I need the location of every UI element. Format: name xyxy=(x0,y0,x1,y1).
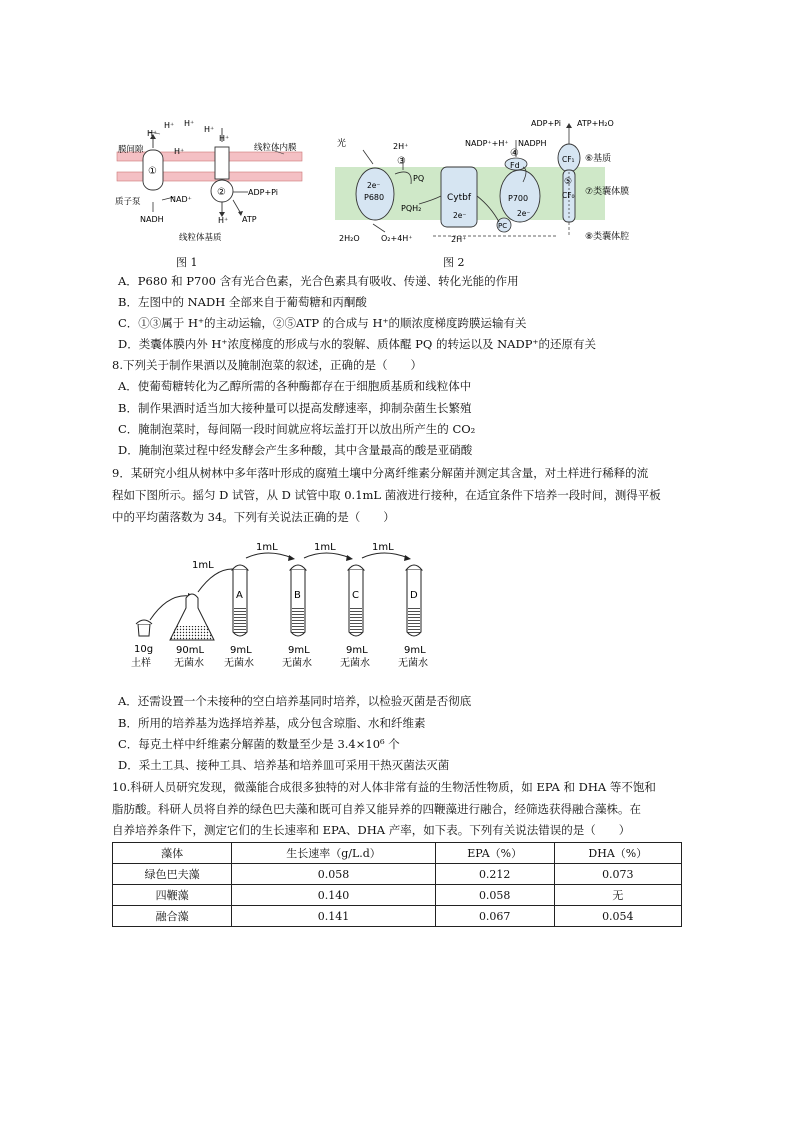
q7-option-d: D．类囊体膜内外 H⁺浓度梯度的形成与水的裂解、质体醌 PQ 的转运以及 NADP⁺的还原有关 xyxy=(118,337,596,351)
table-row xyxy=(113,906,682,927)
fig2-h2o-label: 2H₂O xyxy=(339,234,360,243)
fig1-atp-label: ATP xyxy=(242,215,257,224)
q9-option-a: A．还需设置一个未接种的空白培养基同时培养，以检验灭菌是否彻底 xyxy=(118,694,472,708)
table-cell: 0.058 xyxy=(232,864,436,885)
table-cell: 0.140 xyxy=(232,885,436,906)
table-cell: 0.212 xyxy=(435,864,554,885)
fig2-e3-label: 2e⁻ xyxy=(517,209,531,218)
q9-option-c: C．每克土样中纤维素分解菌的数量至少是 3.4×10⁶ 个 xyxy=(118,737,400,751)
fig1-h-2: H⁺ xyxy=(184,119,195,128)
q8-option-a: A．使葡萄糖转化为乙醇所需的各种酶都存在于细胞质基质和线粒体中 xyxy=(118,379,472,393)
tube-b-label: 无菌水 xyxy=(282,658,312,669)
figure-1-mitochondria xyxy=(112,112,312,252)
flask-label: 无菌水 xyxy=(174,658,204,669)
tube-a-letter: A xyxy=(236,590,243,601)
fig1-inner-membrane-label: 线粒体内膜 xyxy=(254,143,297,153)
table-header: DHA（%） xyxy=(554,843,681,864)
table-cell: 绿色巴夫藻 xyxy=(113,864,232,885)
fig1-intermembrane-label: 膜间隙 xyxy=(118,145,144,155)
fig2-2h-label: 2H⁺ xyxy=(393,142,409,151)
transfer-volume-1: 1mL xyxy=(192,560,214,571)
table-cell: 无 xyxy=(554,885,681,906)
dilution-diagram xyxy=(128,538,448,678)
tube-d-label: 无菌水 xyxy=(398,658,428,669)
table-header: 藻体 xyxy=(113,843,232,864)
fig2-c3-label: ③ xyxy=(397,156,406,167)
transfer-arrow-4 xyxy=(304,553,350,558)
fig2-pqh2-label: PQH₂ xyxy=(401,204,422,213)
fig2-p680-label: P680 xyxy=(364,193,385,202)
fig2-pq-label: PQ xyxy=(413,174,425,183)
fig1-h-3: H⁺ xyxy=(147,129,158,138)
q8-option-b: B．制作果酒时适当加大接种量可以提高发酵速率，抑制杂菌生长繁殖 xyxy=(118,401,472,415)
fig2-pc-label: PC xyxy=(498,222,508,230)
q8-option-d: D．腌制泡菜过程中经发酵会产生多种酸，其中含量最高的酸是亚硝酸 xyxy=(118,443,473,457)
fig1-h-4: H⁺ xyxy=(204,125,215,134)
transfer-arrow-3 xyxy=(246,553,292,558)
q7-option-c: C．①③属于 H⁺的主动运输，②⑤ATP 的合成与 H⁺的顺浓度梯度跨膜运输有关 xyxy=(118,316,527,330)
q10-stem-line-2: 脂肪酸。科研人员将自养的绿色巴夫藻和既可自养又能异养的四鞭藻进行融合，经筛选获得融合藻株。在 xyxy=(112,802,641,816)
fig2-stroma-label: ⑥基质 xyxy=(585,154,612,164)
fig2-cf0-label: CF₀ xyxy=(562,191,575,200)
fig2-nadp-label: NADP⁺+H⁺ xyxy=(465,139,509,148)
table-header: EPA（%） xyxy=(435,843,554,864)
fig2-p700-label: P700 xyxy=(508,194,529,203)
q7-option-a: A．P680 和 P700 含有光合色素，光合色素具有吸收、传递、转化光能的作用 xyxy=(118,274,519,288)
q9-stem-line-3: 中的平均菌落数为 34。下列有关说法正确的是（ ） xyxy=(112,510,395,524)
fig1-complex-2-label: ② xyxy=(217,187,226,198)
fig1-h-bottom: H⁺ xyxy=(218,216,229,225)
fig1-complex-1-label: ① xyxy=(148,166,157,177)
q8-stem: 8.下列关于制作果酒以及腌制泡菜的叙述，正确的是（ ） xyxy=(112,358,422,372)
fig1-h-5: H⁺ xyxy=(174,147,185,156)
fig2-nadph-label: NADPH xyxy=(518,139,547,148)
table-cell: 0.054 xyxy=(554,906,681,927)
table-row xyxy=(113,885,682,906)
tube-c-label: 无菌水 xyxy=(340,658,370,669)
fig2-thylakoid-membrane-label: ⑦类囊体膜 xyxy=(585,187,630,197)
fig1-h-6: H⁺ xyxy=(219,134,230,143)
fig1-h-1: H⁺ xyxy=(164,121,175,130)
transfer-volume-3: 1mL xyxy=(314,542,336,553)
table-cell: 0.073 xyxy=(554,864,681,885)
fig1-proton-pump-label: 质子泵 xyxy=(115,197,141,207)
tube-b-volume: 9mL xyxy=(288,645,310,656)
tube-d-letter: D xyxy=(410,590,418,601)
q8-option-c: C．腌制泡菜时，每间隔一段时间就应将坛盖打开以放出所产生的 CO₂ xyxy=(118,422,476,436)
tube-a-volume: 9mL xyxy=(230,645,252,656)
table-cell: 0.058 xyxy=(435,885,554,906)
fig2-e1-label: 2e⁻ xyxy=(367,181,381,190)
fig2-c5-label: ⑤ xyxy=(564,177,573,187)
figure-2-chloroplast xyxy=(333,112,633,252)
fig2-c4-label: ④ xyxy=(510,148,519,159)
transfer-volume-2: 1mL xyxy=(256,542,278,553)
fig2-fd-label: Fd xyxy=(510,161,520,170)
q10-stem-line-3: 自养培养条件下，测定它们的生长速率和 EPA、DHA 产率，如下表。下列有关说法错误的是（ ） xyxy=(112,823,631,837)
tube-a-label: 无菌水 xyxy=(224,658,254,669)
figure-1-caption: 图 1 xyxy=(176,256,198,269)
flask-volume: 90mL xyxy=(176,645,205,656)
fig1-nad-label: NAD⁺ xyxy=(170,195,192,204)
transfer-arrow-5 xyxy=(362,553,408,558)
soil-beaker xyxy=(138,624,150,636)
algae-data-table xyxy=(112,842,682,927)
tube-c-volume: 9mL xyxy=(346,645,368,656)
table-cell: 0.141 xyxy=(232,906,436,927)
table-row xyxy=(113,864,682,885)
fig1-matrix-label: 线粒体基质 xyxy=(179,233,222,243)
table-header: 生长速率（g/L.d） xyxy=(232,843,436,864)
soil-mass: 10g xyxy=(134,644,154,655)
q10-stem-line-1: 10.科研人员研究发现，微藻能合成很多独特的对人体非常有益的生物活性物质，如 EPA 和 DHA 等不饱和 xyxy=(112,780,656,794)
q9-stem-line-1: 9．某研究小组从树林中多年落叶形成的腐殖土壤中分离纤维素分解菌并测定其含量，对土样进行稀释的流 xyxy=(112,466,649,480)
table-cell: 四鞭藻 xyxy=(113,885,232,906)
fig2-light-label: 光 xyxy=(337,139,347,149)
fig2-2h-lumen-label: 2H⁺ xyxy=(451,235,467,244)
fig2-lumen-label: ⑧类囊体腔 xyxy=(585,232,630,242)
fig1-adp-label: ADP+Pi xyxy=(248,188,279,197)
fig2-cf1-label: CF₁ xyxy=(562,155,575,164)
soil-label: 土样 xyxy=(131,658,151,669)
fig2-e2-label: 2e⁻ xyxy=(453,211,467,220)
tube-b-letter: B xyxy=(294,590,301,601)
fig1-nadh-label: NADH xyxy=(140,215,164,224)
table-header-row xyxy=(113,843,682,864)
fig2-adp-label: ADP+Pi xyxy=(531,119,562,128)
q9-option-b: B．所用的培养基为选择培养基，成分包含琼脂、水和纤维素 xyxy=(118,716,426,730)
q9-stem-line-2: 程如下图所示。摇匀 D 试管，从 D 试管中取 0.1mL 菌液进行接种，在适宜条件下培养一段时间，测得平板 xyxy=(112,488,661,502)
table-cell: 0.067 xyxy=(435,906,554,927)
q7-option-b: B．左图中的 NADH 全部来自于葡萄糖和丙酮酸 xyxy=(118,295,367,309)
q9-option-d: D．采土工具、接种工具、培养基和培养皿可采用干热灭菌法灭菌 xyxy=(118,758,450,772)
tube-c-letter: C xyxy=(352,590,359,601)
figure-2-caption: 图 2 xyxy=(443,256,465,269)
fig2-atp-label: ATP+H₂O xyxy=(577,119,614,128)
table-cell: 融合藻 xyxy=(113,906,232,927)
tube-d-volume: 9mL xyxy=(404,645,426,656)
fig2-cytbf-label: Cytbf xyxy=(447,193,472,203)
atp-synthase-stalk xyxy=(215,147,229,179)
fig2-o2-label: O₂+4H⁺ xyxy=(381,234,413,243)
transfer-volume-4: 1mL xyxy=(372,542,394,553)
